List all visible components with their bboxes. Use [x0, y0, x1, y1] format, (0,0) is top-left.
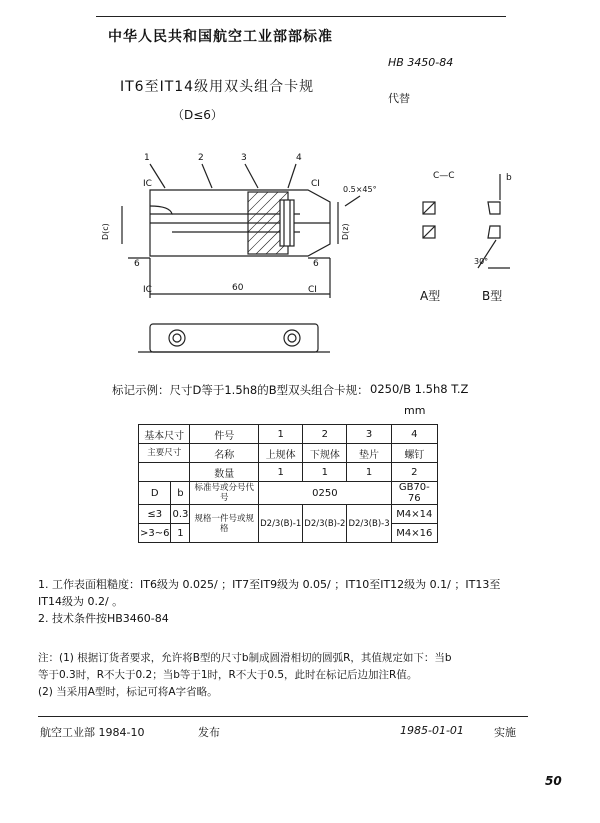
section-mark-ic-bottom: IC	[143, 285, 152, 295]
part-no-4: 4	[391, 425, 437, 444]
doc-code: HB 3450-84	[388, 56, 454, 69]
chamfer-label: 0.5×45°	[343, 185, 377, 194]
type-b-label: B型	[482, 289, 503, 303]
header-quantity: 数量	[190, 463, 259, 482]
remark-line: (2) 当采用A型时，标记可将A字省略。	[38, 686, 218, 698]
header-basic-size: 基本尺寸	[139, 425, 190, 444]
gauge-technical-drawing	[0, 140, 600, 370]
screw-outline	[280, 200, 294, 246]
bottom-rule	[38, 716, 528, 717]
part-no-3: 3	[347, 425, 391, 444]
dim-d-left: D(c)	[101, 223, 110, 240]
row2-d: >3~6	[139, 524, 171, 543]
top-view-body	[150, 324, 318, 352]
row1-p1: D2/3(B)-1	[259, 505, 303, 543]
header-std-code: 标准号或分号代号	[190, 482, 259, 505]
part-name-1: 上规体	[259, 444, 303, 463]
table-row	[139, 505, 438, 524]
part-no-1: 1	[259, 425, 303, 444]
section-b-bottom	[488, 226, 500, 238]
footer-implement: 实施	[494, 726, 516, 739]
note-line: 2. 技术条件按HB3460-84	[38, 612, 169, 625]
remark-line: 等于0.3时，R不大于0.2；当b等于1时，R不大于0.5，此时在标记后边加注R值。	[38, 669, 418, 681]
footer-issued: 发布	[198, 726, 220, 739]
section-b-top	[488, 202, 500, 214]
header-part-no: 件号	[190, 425, 259, 444]
part-name-3: 垫片	[347, 444, 391, 463]
row1-p3: D2/3(B)-3	[347, 505, 391, 543]
row1-p4: M4×14	[391, 505, 437, 524]
row1-p2: D2/3(B)-2	[303, 505, 347, 543]
part-name-2: 下规体	[303, 444, 347, 463]
dim-6-right: 6	[313, 259, 319, 269]
header-main-size: 主要尺寸	[139, 444, 190, 463]
left-jaw	[150, 206, 172, 214]
dim-6-left: 6	[134, 259, 140, 269]
part-no-2: 2	[303, 425, 347, 444]
header-d: D	[139, 482, 171, 505]
document-subtitle: （D≤6）	[172, 108, 223, 122]
parts-spec-table	[138, 424, 438, 543]
section-view-label: C—C	[433, 171, 455, 181]
technical-notes	[38, 576, 558, 627]
angle-30-label: 30°	[474, 257, 489, 266]
table-row	[139, 482, 438, 505]
std-screw: GB70-76	[391, 482, 437, 505]
note-line: IT14级为 0.2/ 。	[38, 595, 124, 608]
footer-issuer: 航空工业部 1984-10	[40, 726, 145, 739]
table-row	[139, 425, 438, 444]
row1-d: ≤3	[139, 505, 171, 524]
top-rule	[96, 16, 506, 17]
qty-4: 2	[391, 463, 437, 482]
dim-d-right: D(z)	[341, 223, 350, 240]
header-b: b	[171, 482, 190, 505]
row1-b: 0.3	[171, 505, 190, 524]
marking-example-label: 标记示例：尺寸D等于1.5h8的B型双头组合卡规：	[112, 383, 369, 397]
section-mark-cl-bottom: CI	[308, 285, 317, 295]
row2-p4: M4×16	[391, 524, 437, 543]
header-name: 名称	[190, 444, 259, 463]
header-spec: 规格一件号或规格	[190, 505, 259, 543]
std-shared: 0250	[259, 482, 392, 505]
dim-b: b	[506, 173, 512, 183]
screw-hole-right	[284, 330, 300, 346]
unit-label: mm	[404, 404, 426, 417]
note-line: 1. 工作表面粗糙度：IT6级为 0.025/ ；IT7至IT9级为 0.05/ ；IT10至IT12级为 0.1/ ；IT13至	[38, 578, 501, 591]
dim-60: 60	[232, 283, 244, 293]
row2-b: 1	[171, 524, 190, 543]
table-row	[139, 463, 438, 482]
screw-hole-left	[169, 330, 185, 346]
qty-2: 1	[303, 463, 347, 482]
org-standard-title: 中华人民共和国航空工业部部标准	[108, 29, 333, 45]
footer-effective-date: 1985-01-01	[400, 724, 464, 737]
remark-line: 注：(1) 根据订货者要求，允许将B型的尺寸b制成圆滑相切的圆弧R，其值规定如下：当b	[38, 652, 452, 664]
marking-example	[112, 382, 512, 398]
marking-example-code: 0250/B 1.5h8 T.Z	[370, 382, 469, 396]
callout-2: 2	[198, 153, 204, 163]
type-a-label: A型	[420, 289, 441, 303]
part-name-4: 螺钉	[391, 444, 437, 463]
remarks	[38, 650, 558, 701]
qty-3: 1	[347, 463, 391, 482]
section-mark-cl: CI	[311, 179, 320, 189]
document-title: IT6至IT14级用双头组合卡规	[120, 79, 315, 95]
section-mark-ic: IC	[143, 179, 152, 189]
callout-3: 3	[241, 153, 247, 163]
page-number: 50	[545, 774, 562, 788]
qty-1: 1	[259, 463, 303, 482]
table-row	[139, 444, 438, 463]
callout-1: 1	[144, 153, 150, 163]
replaces-label: 代替	[388, 92, 410, 105]
callout-4: 4	[296, 153, 302, 163]
